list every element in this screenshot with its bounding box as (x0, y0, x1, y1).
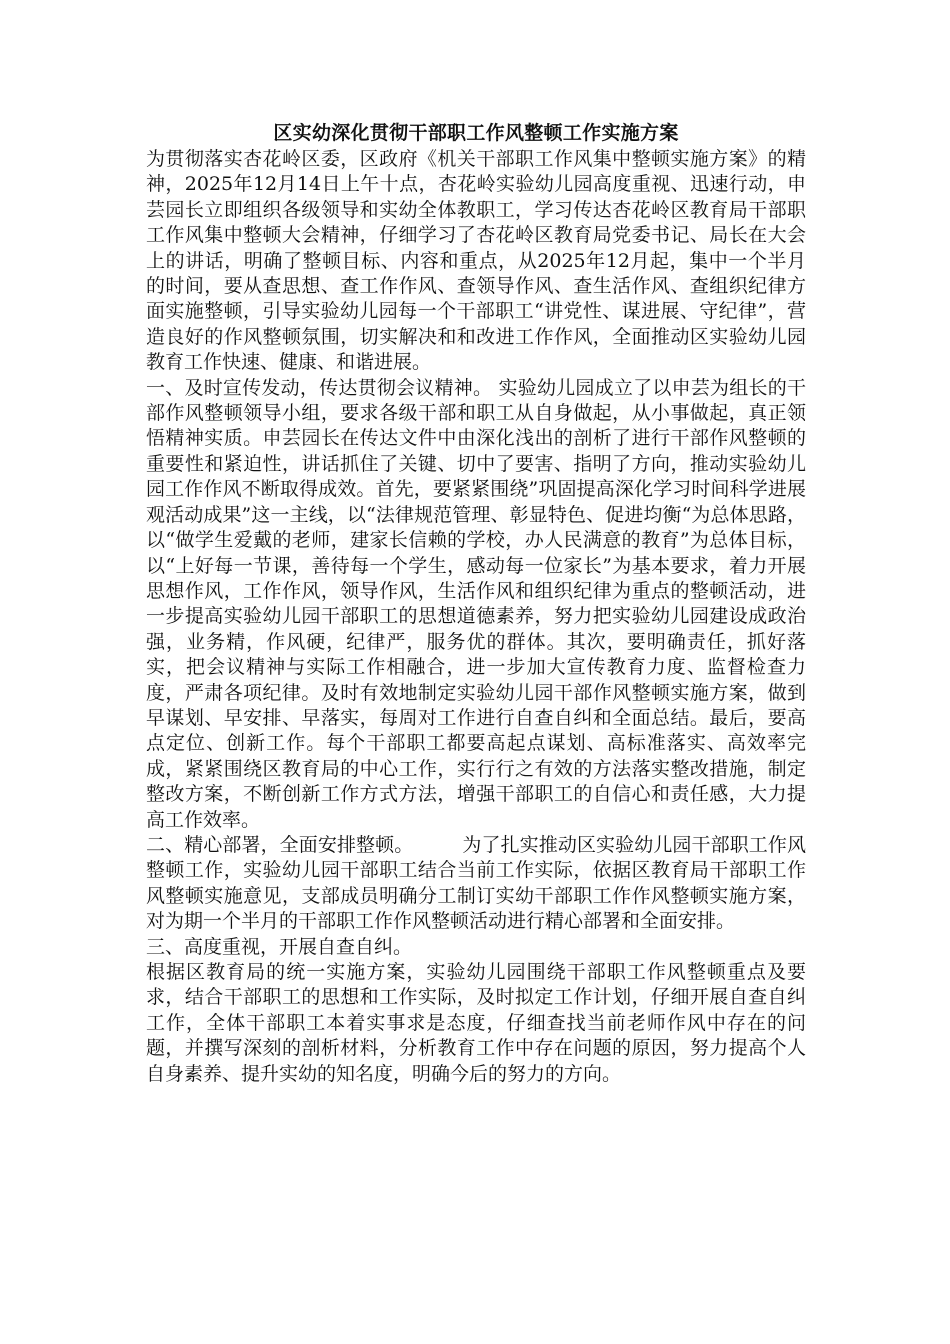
document-body (146, 120, 806, 1087)
paragraph-section-3: 根据区教育局的统一实施方案，实验幼儿园围绕干部职工作风整顿重点及要求，结合干部职工的思想和工作实际，及时拟定工作计划，仔细开展自查自纠工作，全体干部职工本着实事求是态度，仔细查找当前老师作风中存在的问题，并撰写深刻的剖析材料，分析教育工作中存在问题的原因，努力提高个人自身素养、提升实幼的知名度，明确今后的努力的方向。 (146, 961, 806, 1085)
paragraph-section-1: 一、及时宣传发动，传达贯彻会议精神。 实验幼儿园成立了以申芸为组长的干部作风整顿领导小组，要求各级干部和职工从自身做起，从小事做起，真正领悟精神实质。申芸园长在传达文件中由深化浅出的剖析了进行干部作风整顿的重要性和紧迫性，讲话抓住了关键、切中了要害、指明了方向，推动实验幼儿园工作作风不断取得成效。首先，要紧紧围绕”巩固提高深化学习时间科学进展观活动成果”这一主线，以“法律规范管理、彰显特色、促进均衡“为总体思路，以“做学生爱戴的老师，建家长信赖的学校，办人民满意的教育”为总体目标，以“上好每一节课，善待每一个学生，感动每一位家长”为基本要求，着力开展思想作风，工作作风，领导作风，生活作风和组织纪律为重点的整顿活动，进一步提高实验幼儿园干部职工的思想道德素养，努力把实验幼儿园建设成政治强，业务精，作风硬，纪律严，服务优的群体。其次，要明确责任，抓好落实，把会议精神与实际工作相融合，进一步加大宣传教育力度、监督检查力度，严肃各项纪律。及时有效地制定实验幼儿园干部作风整顿实施方案，做到早谋划、早安排、早落实，每周对工作进行自查自纠和全面总结。最后，要高点定位、创新工作。每个干部职工都要高起点谋划、高标准落实、高效率完成，紧紧围绕区教育局的中心工作，实行行之有效的方法落实整改措施，制定整改方案，不断创新工作方式方法，增强干部职工的自信心和责任感，大力提高工作效率。 (146, 376, 806, 831)
paragraph-intro: 为贯彻落实杏花岭区委，区政府《机关干部职工作风集中整顿实施方案》的精神，2025年12月14日上午十点，杏花岭实验幼儿园高度重视、迅速行动，申芸园长立即组织各级领导和实幼全体教职工，学习传达杏花岭区教育局干部职工作风集中整顿大会精神，仔细学习了杏花岭区教育局党委书记、局长在大会上的讲话，明确了整顿目标、内容和重点，从2025年12月起，集中一个半月的时间，要从查思想、查工作作风、查领导作风、查生活作风、查组织纪律方面实施整顿，引导实验幼儿园每一个干部职工“讲党性、谋进展、守纪律”，营造良好的作风整顿氛围，切实解决和和改进工作作风，全面推动区实验幼儿园教育工作快速、健康、和谐进展。 (146, 148, 806, 374)
paragraph-section-2: 二、精心部署，全面安排整顿。 为了扎实推动区实验幼儿园干部职工作风整顿工作，实验幼儿园干部职工结合当前工作实际，依据区教育局干部职工作风整顿实施意见，支部成员明确分工制订实幼干部职工作作风整顿实施方案，对为期一个半月的干部职工作作风整顿活动进行精心部署和全面安排。 (146, 833, 806, 933)
heading-section-3: 三、高度重视，开展自查自纠。 (146, 935, 413, 958)
document-title: 区实幼深化贯彻干部职工作风整顿工作实施方案 (273, 122, 679, 144)
